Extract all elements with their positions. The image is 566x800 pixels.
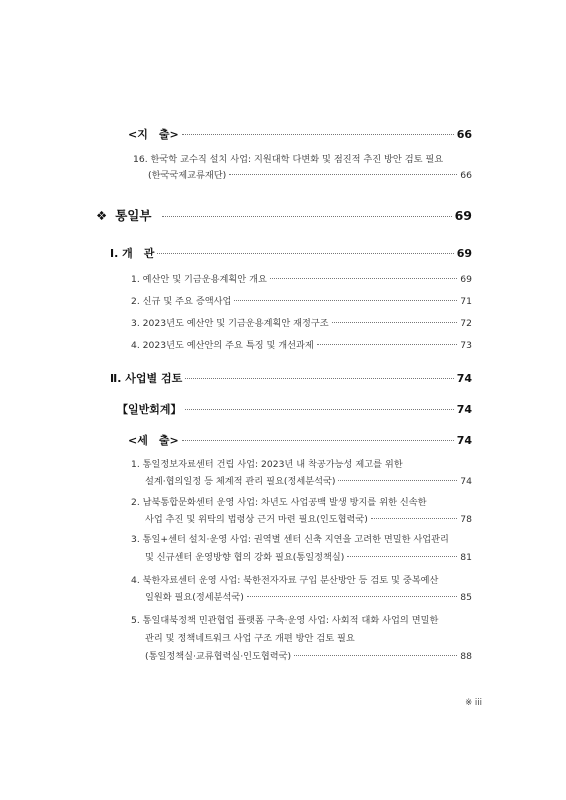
toc-entry-16-line1[interactable]: 16. 한국학 교수직 설치 사업: 지원대학 다변화 및 점진적 추진 방안 검토 필요: [133, 154, 444, 165]
toc-entry-16-line2[interactable]: [148, 167, 472, 181]
toc-entry-o2[interactable]: [131, 293, 472, 307]
entry-text: 3. 2023년도 예산안 및 기금운용계획안 재정구조: [131, 318, 329, 329]
section-page: 74: [456, 434, 472, 447]
leader-dots: [162, 216, 451, 217]
toc-entry-p2-line2[interactable]: [145, 511, 472, 525]
toc-entry-p5-line2[interactable]: 관리 및 정책네트워크 사업 구조 개편 방안 검토 필요: [145, 633, 355, 644]
toc-entry-p4-line1[interactable]: 4. 북한자료센터 운영 사업: 북한전자자료 구입 분산방안 등 검토 및 중복예산: [131, 575, 439, 586]
entry-page: 66: [460, 170, 472, 181]
chapter-page: 69: [454, 208, 472, 223]
toc-entry-o4[interactable]: [131, 337, 472, 351]
entry-page: 74: [460, 476, 472, 487]
section-label: <세 출>: [128, 434, 179, 447]
leader-dots: [347, 556, 457, 557]
entry-text: 2. 신규 및 주요 증액사업: [131, 296, 232, 307]
entry-text: 1. 예산안 및 기금운용계획안 개요: [131, 274, 267, 285]
entry-page: 78: [460, 514, 472, 525]
leader-dots: [185, 409, 454, 410]
section-page: 66: [456, 128, 472, 141]
entry-text: 설계·협의일정 등 체계적 관리 필요(정세분석국): [145, 476, 336, 487]
toc-section-overview[interactable]: [110, 245, 472, 261]
entry-page: 81: [460, 552, 472, 563]
entry-text: 및 신규센터 운영방향 협의 강화 필요(통일정책실): [145, 552, 345, 563]
toc-entry-o1[interactable]: [131, 271, 472, 285]
entry-page: 85: [460, 592, 472, 603]
toc-entry-p5-line3[interactable]: [145, 648, 472, 662]
section-label: <지 출>: [128, 128, 179, 141]
toc-entry-p3-line1[interactable]: 3. 통일+센터 설치·운영 사업: 권역별 센터 신축 지연을 고려한 면밀한 사업관리: [131, 534, 449, 545]
section-page: 69: [456, 247, 472, 260]
toc-section-expenditure[interactable]: [128, 126, 472, 142]
section-page: 74: [456, 372, 472, 385]
toc-entry-p3-line2[interactable]: [145, 549, 472, 563]
toc-section-general-account[interactable]: [117, 401, 472, 417]
entry-text: (한국국제교류재단): [148, 170, 227, 181]
toc-entry-o3[interactable]: [131, 315, 472, 329]
leader-dots: [182, 440, 454, 441]
toc-entry-p1-line1[interactable]: 1. 통일정보자료센터 건립 사업: 2023년 내 착공가능성 제고를 위한: [131, 459, 403, 470]
toc-entry-p5-line1[interactable]: 5. 통일대북정책 민관협업 플랫폼 구축·운영 사업: 사회적 대화 사업의 면밀한: [131, 615, 439, 626]
toc-entry-p2-line1[interactable]: 2. 남북통합문화센터 운영 사업: 차년도 사업공백 발생 방지를 위한 신속한: [131, 497, 427, 508]
leader-dots: [338, 480, 457, 481]
leader-dots: [247, 596, 457, 597]
entry-text: 일원화 필요(정세분석국): [145, 592, 244, 603]
toc-chapter-unification[interactable]: [96, 206, 472, 224]
leader-dots: [332, 322, 458, 323]
leader-dots: [234, 300, 457, 301]
chapter-label: 통일부: [115, 208, 152, 223]
entry-page: 72: [460, 318, 472, 329]
toc-section-program-review[interactable]: [110, 370, 472, 386]
entry-text: 4. 2023년도 예산안의 주요 특징 및 개선과제: [131, 340, 314, 351]
entry-text: 사업 추진 및 위탁의 법령상 근거 마련 필요(인도협력국): [145, 514, 368, 525]
leader-dots: [185, 378, 453, 379]
entry-page: 73: [460, 340, 472, 351]
diamond-icon: ❖: [96, 208, 108, 223]
entry-page: 69: [460, 274, 472, 285]
toc-entry-p1-line2[interactable]: [145, 473, 472, 487]
section-label: Ⅰ. 개 관: [110, 247, 155, 260]
section-page: 74: [456, 403, 472, 416]
leader-dots: [294, 655, 457, 656]
leader-dots: [270, 278, 457, 279]
section-label: 【일반회계】: [117, 403, 182, 416]
page-number: ※ iii: [465, 698, 482, 708]
leader-dots: [229, 174, 457, 175]
section-label: Ⅱ. 사업별 검토: [110, 372, 183, 385]
leader-dots: [157, 253, 453, 254]
entry-page: 71: [460, 296, 472, 307]
leader-dots: [317, 344, 458, 345]
toc-entry-p4-line2[interactable]: [145, 589, 472, 603]
toc-section-expenditure-2[interactable]: [128, 432, 472, 448]
entry-page: 88: [460, 651, 472, 662]
leader-dots: [371, 518, 457, 519]
entry-text: (통일정책실·교류협력실·인도협력국): [145, 651, 292, 662]
leader-dots: [182, 134, 454, 135]
